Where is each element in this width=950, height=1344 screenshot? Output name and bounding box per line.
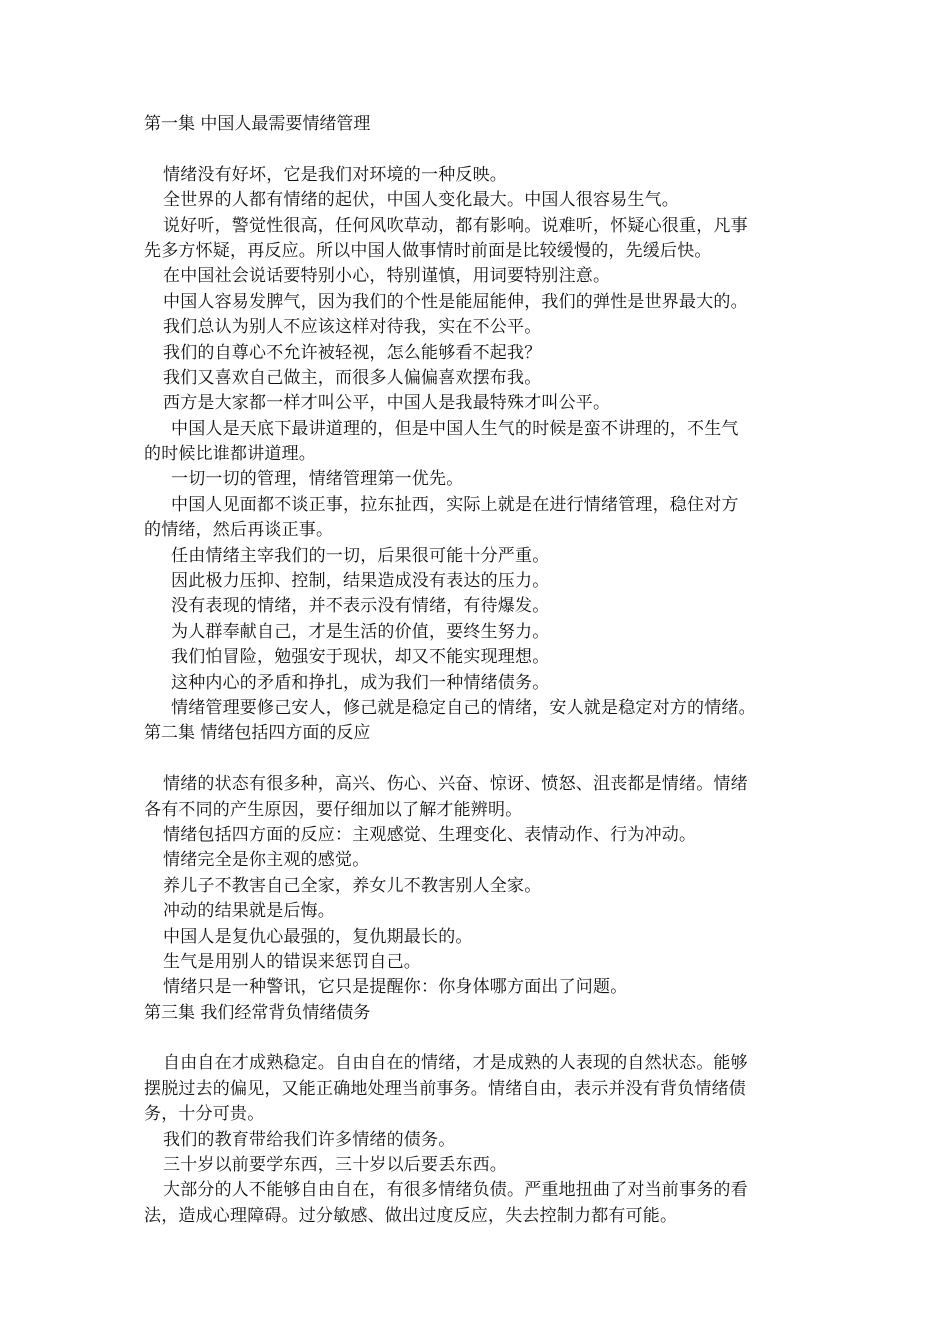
paragraph-line: 冲动的结果就是后悔。	[163, 901, 335, 922]
paragraph-line: 西方是大家都一样才叫公平，中国人是我最特殊才叫公平。	[163, 393, 611, 414]
paragraph-line: 全世界的人都有情绪的起伏，中国人变化最大。中国人很容易生气。	[163, 190, 679, 211]
paragraph-line: 说好听，警觉性很高，任何风吹草动，都有影响。说难听，怀疑心很重，凡事	[163, 215, 748, 236]
paragraph-line: 的时候比谁都讲道理。	[144, 444, 316, 465]
paragraph-line: 务，十分可贵。	[144, 1104, 265, 1125]
paragraph-line: 我们的教育带给我们许多情绪的债务。	[163, 1129, 456, 1150]
blank-line	[144, 137, 814, 162]
paragraph-line: 因此极力压抑、控制，结果造成没有表达的压力。	[171, 571, 550, 592]
paragraph-line: 法，造成心理障碍。过分敏感、做出过度反应，失去控制力都有可能。	[144, 1205, 678, 1226]
paragraph-line: 自由自在才成熟稳定。自由自在的情绪，才是成熟的人表现的自然状态。能够	[163, 1053, 748, 1074]
blank-line	[144, 747, 814, 772]
paragraph-line: 我们又喜欢自己做主，而很多人偏偏喜欢摆布我。	[163, 367, 542, 388]
paragraph-line: 三十岁以前要学东西，三十岁以后要丢东西。	[163, 1155, 507, 1176]
paragraph-line: 先多方怀疑，再反应。所以中国人做事情时前面是比较缓慢的，先缓后快。	[144, 240, 712, 261]
paragraph-line: 情绪的状态有很多种，高兴、伤心、兴奋、惊讶、愤怒、沮丧都是情绪。情绪	[163, 774, 748, 795]
paragraph-line: 中国人容易发脾气，因为我们的个性是能屈能伸，我们的弹性是世界最大的。	[163, 291, 748, 312]
paragraph-line: 一切一切的管理，情绪管理第一优先。	[171, 469, 464, 490]
section-title: 第三集 我们经常背负情绪债务	[144, 1002, 371, 1023]
paragraph-line: 生气是用别人的错误来惩罚自己。	[163, 951, 421, 972]
paragraph-line: 养儿子不教害自己全家，养女儿不教害别人全家。	[163, 875, 542, 896]
paragraph-line: 在中国社会说话要特别小心，特别谨慎，用词要特别注意。	[163, 266, 611, 287]
paragraph-line: 我们怕冒险，勉强安于现状，却又不能实现理想。	[171, 647, 550, 668]
paragraph-line: 大部分的人不能够自由自在，有很多情绪负债。严重地扭曲了对当前事务的看	[163, 1180, 748, 1201]
paragraph-line: 任由情绪主宰我们的一切，后果很可能十分严重。	[171, 545, 550, 566]
paragraph-line: 情绪管理要修己安人，修己就是稳定自己的情绪，安人就是稳定对方的情绪。	[171, 697, 756, 718]
paragraph-line: 中国人是复仇心最强的，复仇期最长的。	[163, 926, 473, 947]
blank-line	[144, 1026, 814, 1051]
section-title: 第二集 情绪包括四方面的反应	[144, 723, 371, 744]
paragraph-line: 情绪只是一种警讯，它只是提醒你：你身体哪方面出了问题。	[163, 977, 628, 998]
paragraph-line: 情绪完全是你主观的感觉。	[163, 850, 370, 871]
paragraph-line: 中国人是天底下最讲道理的，但是中国人生气的时候是蛮不讲理的，不生气	[171, 418, 739, 439]
paragraph-line: 的情绪，然后再谈正事。	[144, 520, 334, 541]
document-body	[144, 112, 814, 1229]
paragraph-line: 中国人见面都不谈正事，拉东扯西，实际上就是在进行情绪管理，稳住对方	[171, 494, 739, 515]
paragraph-line: 我们的自尊心不允许被轻视，怎么能够看不起我？	[163, 342, 542, 363]
paragraph-line: 我们总认为别人不应该这样对待我，实在不公平。	[163, 317, 542, 338]
paragraph-line: 各有不同的产生原因，要仔细加以了解才能辨明。	[144, 799, 523, 820]
paragraph-line: 为人群奉献自己，才是生活的价值，要终生努力。	[171, 621, 550, 642]
paragraph-line: 情绪没有好坏，它是我们对环境的一种反映。	[163, 164, 507, 185]
paragraph-line: 摆脱过去的偏见，又能正确地处理当前事务。情绪自由，表示并没有背负情绪债	[144, 1078, 746, 1099]
paragraph-line: 没有表现的情绪，并不表示没有情绪，有待爆发。	[171, 596, 550, 617]
paragraph-line: 这种内心的矛盾和挣扎，成为我们一种情绪债务。	[171, 672, 550, 693]
section-title: 第一集 中国人最需要情绪管理	[144, 114, 371, 134]
paragraph-line: 情绪包括四方面的反应：主观感觉、生理变化、表情动作、行为冲动。	[163, 824, 697, 845]
